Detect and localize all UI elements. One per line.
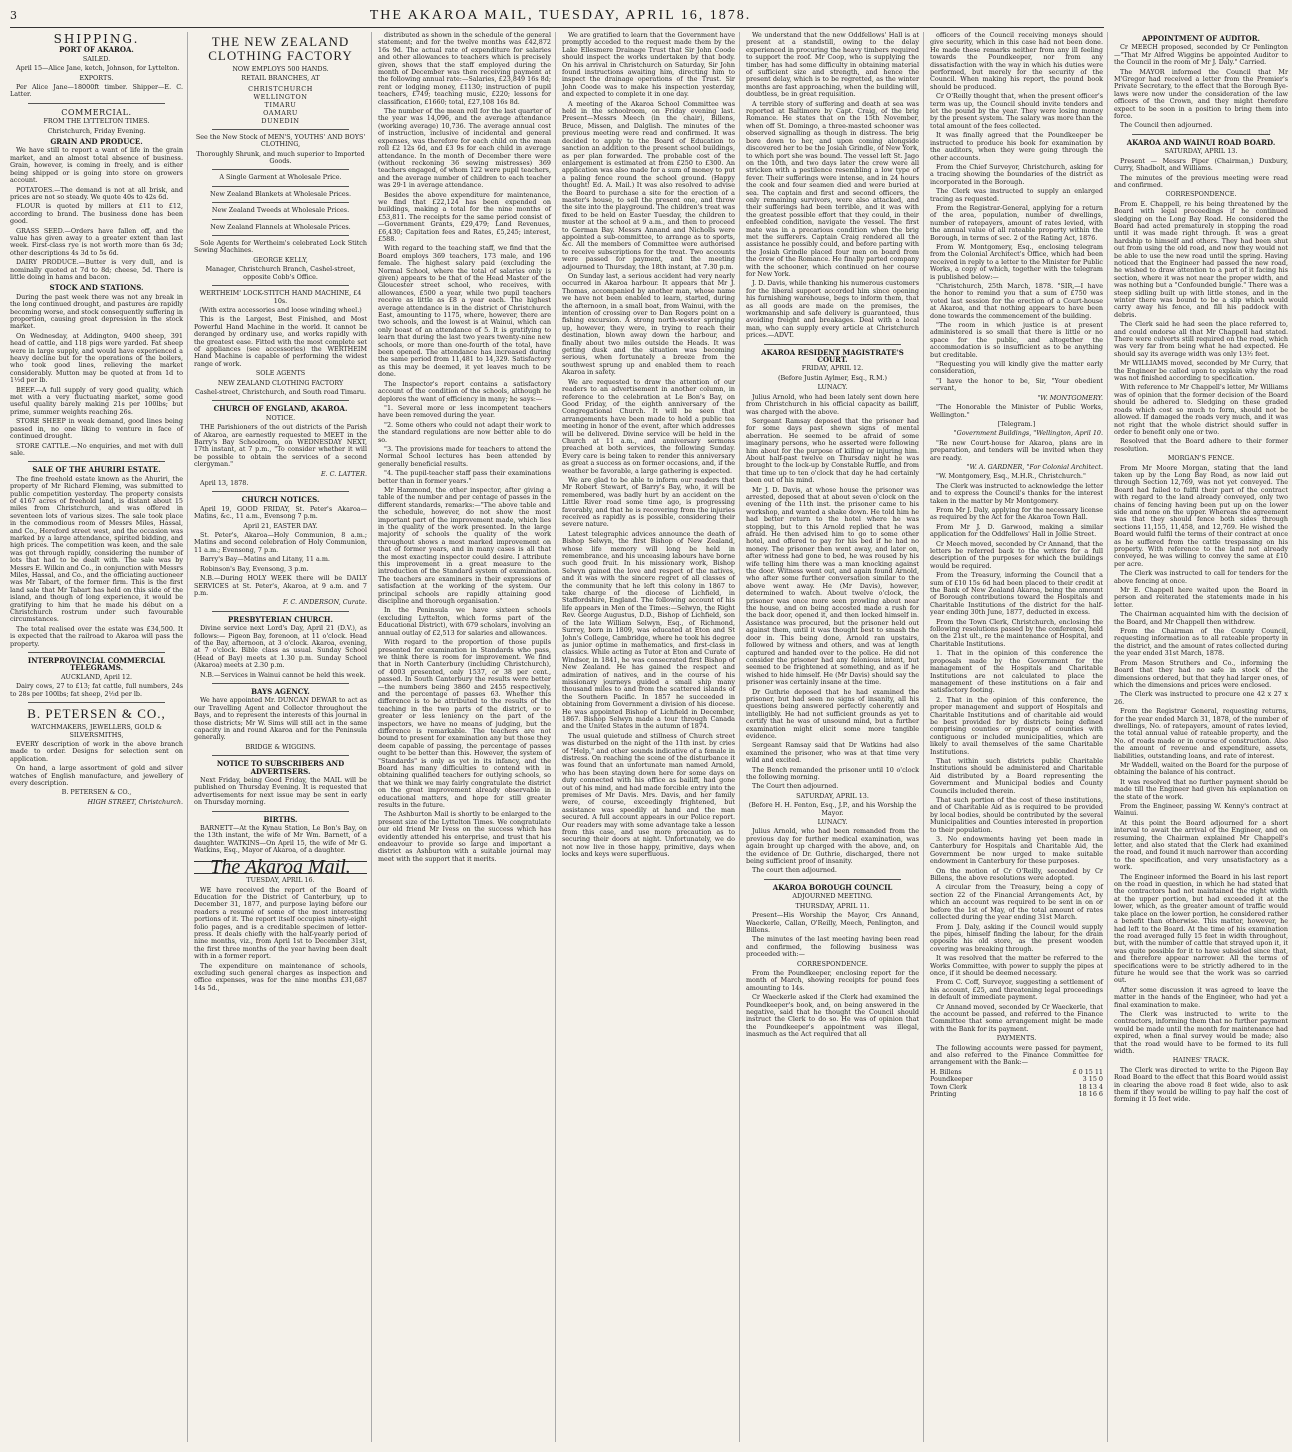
paragraph: From the Treasury, informing the Council that a sum of £10 15s 6d had been placed to their credit at the Bank of New Zealand Akaroa, being the amount of Borough contributions toward the Hospitals and Charitable Institutions of the district for the half-year ending 30th June, 1877, deducted in excess. [930,571,1103,617]
paragraph: EVERY description of work in the above branch made to order. Designs for selection sent on application. [10,739,183,763]
paragraph: April 13, 1878. [200,479,249,488]
paragraph: It was resolved that no further payment should be made till the Engineer had given his explanation on the state of the work. [1114,777,1288,801]
paragraph: Next Friday, being Good Friday, the MAIL will be published on Thursday Evening. It is requested that advertisements for next issue may be sent in early on Thursday morning. [194,776,367,807]
paragraph: Mr J. D. Davis, at whose house the prisoner was arrested, deposed that at about seven o'clock on the evening of the 11th inst. the prisoner came to his workshop, and wanted a shake down. He told him he had better return to the hotel where he was stopping, but to this Arnold replied that he was afraid. He then advised him to go to some other hotel, and offered to pay for his bed if he had no money. The prisoner then went away, and later on, after witness had gone to bed, he was roused by his wife telling him there was a man knocking against the door. Witness went out, and again found Arnold, who after some further conversation similar to the above went away. He (Mr Davis), however, determined to watch. About twelve o'clock, the prisoner was once more seen prowling about near the house, and on being accosted made a rush for the back door, opened it, and then locked himself in. Assistance was procured, but the prisoner held out against them, until it was thought best to smash the door in. This being done, Arnold ran upstairs, followed by witness and others, and was at length captured and handed over to the police. He did not consider the prisoner had any felonious intent, but seemed to be frightened at something, and as if he wished to hide himself. He (Mr Davis) should say the prisoner was certainly insane at the time. [746,485,919,687]
paragraph: With regard to the teaching staff, we find that the Board employs 369 teachers, 173 male, and 196 female. The highest salary paid (excluding the Normal School, where the total of salaries only is given) appears to be that of the Head Master of the Gloucester street school, who receives, with allowances, £500 a year, while two pupil teachers receive as little as £8 a year each. The highest average attendance is in the district of Christchurch East, amounting to 1175, where, however, there are two schools, and the lowest is at Wainui, which can only boast of an attendance of 5. It is gratifying to learn that during the last two years twenty-nine new schools, or more than one-fourth of the total, have been opened. The attendance has increased during the same period from 11,481 to 14,329. Satisfactory as this may be deemed, it yet leaves much to be done. [378,244,551,379]
paragraph: From the Chief Surveyor, Christchurch, asking for a tracing showing the boundaries of the district as incorporated in the Borough. [930,162,1103,186]
paragraph: N.B.—During HOLY WEEK there will be DAILY SERVICES at St. Peter's, Akaroa, at 9 a.m. and 7 p.m. [194,574,367,597]
paragraph: After some discussion it was agreed to leave the matter in the hands of the Engineer, who had yet a final examination to make. [1114,985,1288,1009]
column-4 [562,32,740,1442]
divider [28,652,165,653]
column-1 [10,32,188,1442]
ad-line: Cashel-street, Christchurch, and South road Timaru. [194,387,367,396]
branch-item: DUNEDIN [261,116,300,125]
court-date: FRIDAY, APRIL 12. [801,364,864,373]
signature: "W. A. GARDNER, "For Colonial Architect. [966,462,1103,471]
column-3 [378,32,556,1442]
divider [764,879,901,880]
branch-item: CHRISTCHURCH [248,84,313,93]
paragraph: The fine freehold estate known as the Ahuriri, the property of Mr Richard Fleming, was submitted to public competition yesterday. The property consists of 4167 acres of freehold land, is distant about 15 miles from Christchurch, and was offered in seventeen lots of various sizes. The sale took place in the commodious room of Messrs Miles, Hassal, and Co., Hereford street west, and the occasion was marked by a large attendance, spirited bidding, and high prices. The competition was keen, and the sale was got through rapidly, considering the number of lots that had to be dealt with. The sale was by Messrs E. Wilkin and Co., in conjunction with Messrs Miles, Hassal, and Co., and the officiating auctioneer was Mr Tabart, of the former firm. This is the first land sale that Mr Tabart has held on this side of the island, and though of long experience, it would be gratifying to him that he made his début on a Christchurch rostrum under such favourable circumstances. [10,474,183,624]
divider [212,202,349,203]
paragraph: The court then adjourned. [752,866,837,875]
paragraph: April 21, EASTER DAY. [243,521,318,530]
account-amount: 18 16 6 [1078,1090,1103,1099]
paragraph: J. D. Davis, while thanking his numerous customers for the liberal support accorded him since opening his furnishing warehouse, begs to inform them, that as all goods are made on the premises, the workmanship and safe delivery is guaranteed, thus avoiding freight and breakages. Deal with a local man, who can supply every article at Christchurch prices.—ADVT. [746,279,919,340]
paragraph: Mr Waddell, waited on the Board for the purpose of obtaining the balance of his contract. [1114,760,1288,777]
paragraph: A meeting of the Akaroa School Committee was held in the schoolroom, on Friday evening last. Present—Messrs Meech (in the chair), Billens, Bruce, Missen, and Dalglish. The minutes of the previous meeting were read and confirmed. It was decided to apply to the Board of Education to sanction an addition to the present school buildings, as per plan forwarded. The probable cost of the enlargement is estimated at from £250 to £300. An application was also made for a sum of money to put a paling fence round the school ground. (Happy thought! Ed. A. Mail.) It was also resolved to advise the Board to purchase a site for the erection of a master's house, to sell the present one, and throw the site into the playground. The children's treat was fixed to be held on Easter Tuesday, the children to muster at the school at 9 a.m., and then to proceed to German Bay. Messrs Annand and Nicholls were appointed a sub-committee, to arrange as to sports, &c. All the members of Committee were authorised to receive subscriptions for the treat. Two accounts were passed for payment, and the meeting adjourned to Thursday, the 18th instant, at 7.30 p.m. [562,99,735,271]
paragraph: We understand that the new Oddfellows' Hall is at present at a standstill, owing to the delay experienced in procuring the heavy timbers required to support the roof. Mr Coop, who is supplying the timber, has had some difficulty in obtaining material of sufficient size and strength, and hence the present delay, which is to be regretted, as the winter months are fast approaching, when the building will, doubtless, be in great requisition. [746,31,919,99]
paragraph: With reference to Mr Chappell's letter, Mr Williams was of opinion that the former decision of the Board should be adhered to. Sledging on these graded roads which cost so much to form, should not be allowed. If damaged the roads very much, and it was not right that the whole district should suffer in order to benefit only one or two. [1114,383,1288,436]
road-board-heading: AKAROA AND WAINUI ROAD BOARD. [1126,137,1276,147]
column-6 [930,32,1108,1442]
signature: BRIDGE & WIGGINS. [245,742,316,751]
births-heading: BIRTHS. [263,814,298,824]
paragraph: The number of the mean roll for the last quarter of the year was 14,096, and the average attendance (working average) 10,736. The average annual cost of instruction, inclusive of incidental and general expenses, was therefore for each child on the mean roll £2 12s 6d, and £3 9s for each child in average attendance. In the month of December there were (without reckoning 36 sewing mistresses) 369 teachers engaged, of whom 122 were pupil teachers, and the average number of children to each teacher was 29·1 in average attendance. [378,107,551,190]
petersen-title: B. PETERSEN & CO., [27,706,166,722]
paragraph: "Christchurch, 25th March, 1878. "SIR,—I have the honor to remind you that a sum of £750 was voted last session for the erection of a Court-house at Akaroa, and that nothing appears to have been done towards the commencement of the building. [930,282,1103,320]
sale-heading: SALE OF THE AHURIRI ESTATE. [32,465,161,475]
paragraph: The Ashburton Mail is shortly to be enlarged to the present size of the Lyttelton Times. We congratulate our old friend Mr Ivess on the success which has evidently attended his enterprise, and trust that his endeavour to provide so large and important a district as Ashburton with a suitable journal may meet with the support that it merits. [378,810,551,863]
paragraph: The minutes of the previous meeting were read and confirmed. [1114,173,1288,189]
paragraph: From the Engineer, passing W. Kenny's contract at Wainui. [1114,802,1288,818]
paragraph: The Council then adjourned. [1120,121,1213,130]
paragraph: That within such districts public Charitable Institutions should be administered and Charitable Aid distributed by a Board representing the Government and Municipal bodies and County Councils included therein. [930,756,1103,795]
ad-line: See the New Stock of MEN'S, YOUTHS' AND BOYS' CLOTHING, [195,132,366,149]
petersen-subtitle: WATCHMAKERS, JEWELLERS, GOLD & SILVERSMITHS, [31,723,162,739]
divider [212,186,349,187]
telegram-label: [Telegram.] [997,419,1036,428]
paragraph: In the Peninsula we have sixteen schools (excluding Lyttelton, which forms part of the Educational District), with 679 scholars, involving an annual outlay of £2,513 for salaries and allowances. [378,606,551,637]
signature: E. C. LATTER. [320,469,367,478]
paragraph: From Mr J. D. Garwood, making a similar application for the Oddfellows' Hall in Jollie Street. [930,522,1103,539]
paragraph: From J. Daly, asking if the Council would supply the pipes, himself finding the labour, for the drain opposite his old store, as the present wooden covering was breaking through. [930,922,1103,953]
paragraph: The Clerk was instructed to supply an enlarged tracing as requested. [930,187,1103,203]
paragraph: BEEF.—A full supply of very good quality, which met with a very fluctuating market, some good useful quality barely making 21s per 100lbs; but prime, summer weights reaching 26s. [10,385,183,416]
paragraph: A circular from the Treasury, being a copy of section 22 of the Financial Arrangements Act, by which an account was required to be sent in on or before the 1st of May, of the total amount of rates collected during the year ending 31st March. [930,883,1103,922]
employs-line: NOW EMPLOYS 500 HANDS. [232,65,329,73]
dateline: Christchurch, Friday Evening. [47,126,146,135]
account-name: H. Billens [930,1067,962,1076]
divider [28,461,165,462]
ad-line: NEW ZEALAND CLOTHING FACTORY [217,378,344,387]
masthead-date: TUESDAY, APRIL 16. [246,876,315,885]
paragraph: Julius Arnold, who had been remanded from the previous day for further medical examination, was again brought up charged with the above, and, on the evidence of Dr. Guthrie, discharged, there not being sufficient proof of insanity. [746,827,919,866]
paragraph: On Wednesday, at Addington, 9400 sheep, 391 head of cattle, and 118 pigs were yarded. Fat sheep were in large supply, and would have experienced a heavy decline but for the operations of the boilers, who took good lines, relieving the market considerably. Mutton may be quoted at from 1d to 1½d per lb. [10,331,183,385]
paragraph: The Engineer informed the Board in his last report on the road in question, in which he had stated that the contractors had not maintained the right width at the upper portion, but had exceeded it at the lower, which, as the greater amount of traffic would take place on the lower portion, he considered rather a benefit than otherwise. This matter, however, he had left to the Board. At the time of his examination the road averaged fully 15 feet in width throughout, but, with the number of cattle that strayed upon it, it was quite possible for it to have subsided since that, and therefore appear narrower. All the terms of specifications were to be strictly adhered to in the future he would see that the work was so carried out. [1114,872,1288,985]
divider [212,755,349,756]
paragraph: "The Honorable the Minister of Public Works, Wellington." [930,403,1103,419]
branch-list [194,85,367,125]
account-amount: 18 13 4 [1078,1082,1103,1091]
paragraph: distributed as shown in the schedule of the general statement; and for the twelve months was £42,872 16s 9d. The actual rate of expenditure for salaries and other allowances to teachers which is precisely given, shows that the staff employed during the month of December was then receiving payment at the following annual rate:—Salaries, £23,849 16s 8d; rent or lodging money, £1130; instruction of pupil teachers, £749; teaching music, £220; lessons for classification, £1660; total, £27,108 16s 8d. [378,31,551,106]
sailed-text: April 15—Alice Jane, ketch, Johnson, for Lyttelton. [16,64,180,73]
paragraph: We are requested to draw the attention of our readers to an advertisement in another column, in reference to the celebration at Le Bon's Bay, on Good Friday, of the eighth anniversary of the Congregational Church. It will be seen that arrangements have been made to hold a public tea meeting in honor of the event, after which addresses will be delivered. Divine service will be held in the Church at 11 a.m., and anniversary sermons preached at both services, the following Sunday. Every care is being taken to render this anniversary as great a success as on former occasions, and, if the weather be favorable, a large gathering is expected. [562,377,735,475]
columns [10,31,1288,1442]
church-notices-heading: CHURCH NOTICES. [241,495,320,505]
divider [212,285,349,286]
paragraph: St. Peter's, Akaroa—Holy Communion, 8 a.m.; Matins and second celebration of Holy Communion, 11 a.m.; Evensong, 7 p.m. [194,531,367,554]
paragraph: The Bench remanded the prisoner until 10 o'clock the following morning. [746,765,919,781]
paragraph: From Mr J. Daly, applying for the necessary license as required by the Act for the Akaroa Town Hall. [930,505,1103,522]
newspaper-title: THE AKAROA MAIL, TUESDAY, APRIL 16, 1878. [369,8,752,23]
paragraph: "1. Several more or less incompetent teachers have been removed during the year. [378,403,551,420]
paragraph: A terrible story of suffering and death at sea was reported at Baltimore by Capt. Craig, of the brig Romance. He states that on the 15th November, when off St. Domingo, a three-masted schooner was observed signalling as though in distress. The brig bore down to her, and upon coming alongside discovered her to be the Josiah Grindle, of New York, to which port she was bound. The vessel left St. Jago on the 10th, and two days later the crew were all stricken with a pestilence resembling a low type of fever. Their sufferings were intense, and in 24 hours the cook and four seamen died and were buried at sea. The captain and first and second officers, the only remaining survivors, were also attacked, and their sufferings had been terrible, and it was with the greatest possible effort that they could, in their enfeebled condition, navigate the vessel. The first mate was in a precarious condition when the brig met the sufferers. Captain Craig rendered all the assistance he possibly could, and before parting with the Josiah Grindle placed four men on board from the crew of the Romance. He finally parted company with the schooner, which continued on her course for New York. [746,99,919,278]
table-row [930,1091,1103,1098]
paragraph: "4. The pupil-teacher staff pass their examinations better than in former years." [378,469,551,485]
branch-item: OAMARU [263,108,298,117]
divider [28,103,165,104]
paragraph: The Inspector's report contains a satisfactory account of the condition of the schools, although he deplores the want of efficiency in many; he says:— [378,379,551,403]
paragraph: "Requesting you will kindly give the matter early consideration, [930,360,1103,376]
lunacy-label: LUNACY. [817,383,848,392]
paragraph: 1. That in the opinion of this conference the proposals made by the Government for the management of the Hospitals and Charitable Institutions are not calculated to place the management of these institutions on a fair and satisfactory footing. [930,649,1103,695]
ad-line: New Zealand Blankets at Wholesale Prices. [210,189,351,198]
paragraph: Mr WILLIAMS moved, seconded by Mr Curry, that the Engineer be called upon to explain why the road was not finished according to specification. [1114,359,1288,383]
paragraph: Barry's Bay—Matins and Litany, 11 a.m. [200,555,330,564]
manager-name: GEORGE KELLY, [253,255,308,264]
retail-label: RETAIL BRANCHES, AT [241,74,320,83]
paragraph: WE have received the report of the Board of Education for the District of Canterbury, up to December 31, 1877, and purpose laying before our readers a resumé of some of the most interesting portions of it. The report itself occupies ninety-eight folio pages, and is a creditable specimen of letter-press. It deals chiefly with the half-yearly period of nine months, viz., from April 1st to December 31st, the first three months of the year having been dealt with in a former report. [194,885,367,961]
paragraph: The Clerk was instructed to procure one 42 x 27 x 26. [1114,690,1288,706]
paragraph: Latest telegraphic advices announce the death of Bishop Selwyn, the first Bishop of New Zealand, whose life memory will long be held in remembrance, and his unceasing labours have borne such good fruit. In his missionary work, Bishop Selwyn gained the love and respect of the natives, and it was with the sincere regret of all classes of the community that he left this colony in 1867 to take charge of the diocese of Lichfield, in Staffordshire, England. The following account of his life appears in Men of the Times:—Selwyn, the Right Rev. George Augustus, D.D., Bishop of Lichfield, son of the late William Selwyn, Esq., of Richmond, Surrey, born in 1809, was educated at Eton and St John's College, Cambridge, where he took his degree as junior optime in mathematics, and first-class in classics. While acting as Tutor at Eton and Curate of Windsor, in 1841, he was consecrated first Bishop of New Zealand. He has gained the respect and admiration of natives, and in the course of his missionary journeys guided a small ship many thousand miles to and from the scattered islands of the Southern Pacific. In 1857 he succeeded in obtaining from Government a division of his diocese. He was appointed Bishop of Lichfield in December, 1867. Bishop Selwyn made a tour through Canada and the United States in the autumn of 1874. [562,529,735,731]
paragraph: The usual quietude and stillness of Church street was disturbed on the night of the 11th inst. by cries of "Help," and other sounds indicative of a female in distress. On reaching the scene of the disturbance it was found that an unfortunate man named Arnold, who has been staying down here for some days on duty connected with his office as bailiff, had gone out of his mind, and had made forcible entry into the premises of Mr Davis. Mrs. Davis, and her family were, of course, exceedingly frightened, but assistance was speedily at hand and the man secured. A full account appears in our Police report. Our readers may with some advantage take a lesson from this case, and use more precaution as to securing their doors at night. Unfortunately, we do not now live in those happy, primitive, days when locks and keys were superfluous. [562,731,735,859]
accounts-table [930,1069,1103,1099]
telegram-from: "Government Buildings, "Wellington, April 10. [953,429,1103,438]
paragraph: April 19, GOOD FRIDAY, St. Peter's Akaroa—Matins, &c., 11 a.m., Evensong 7 p.m. [194,504,367,521]
paragraph: Mr Hammond, the other inspector, after giving a table of the number and per centage of passes in the different standards, remarks:—"The above table and the schedule, however, do not show the most important part of the improvement made, which lies in the quality of the work presented. In the large majority of schools the quality of the work throughout shows a most marked improvement on that of former years, and in many cases is all that the most exacting inspector could desire. I attribute this improvement in a great measure to the introduction of the Standard system of examination. The teachers are examiners in their expressions of satisfaction at the working of the system. Our principal schools are rapidly attaining good discipline and thorough organisation." [378,485,551,606]
paragraph: Cr Annand moved, seconded by Cr Waeckerle, that the account be passed, and referred to the Finance Committee that some arrangement might be made with the Bank for its payment. [930,1002,1103,1033]
paragraph: The Clerk was instructed to write to the contractors, informing them that no further payment would be made until the month for maintenance had expired, when a final survey would be made; also that the road would have to be formed to its full width. [1114,1009,1288,1055]
paragraph: We have still to report a want of life in the grain market, and an almost total absence of business. Grain, however, is coming in freely, and is either being shipped or is going into store on growers account. [10,146,183,185]
paragraph: "The room in which justice is at present administered is so small that there is little or no space for the public, and altogether the accommodation is so insufficient as to be anything but creditable. [930,321,1103,359]
paragraph: Divine service next Lord's Day, April 21 (D.V.), as follows:— Pigeon Bay, forenoon, at 11 o'clock. Head of the Bay, afternoon, at 3 o'clock. Akaroa, evening, at 7 o'clock. Bible class as usual. Sunday School (Head of Bay) meets at 1.30 p.m. Sunday School (Akaroa) meets at 2.30 p.m. [194,624,367,670]
paragraph: 2. That in the opinion of this conference, the proper management and support of Hospitals and Charitable Institutions and of charitable aid would be best provided for by districts being defined comprising counties or groups of counties with contiguous or included municipalities, which are likely to avail themselves of the same Charitable Institutions. [930,695,1103,756]
paragraph: Besides the above expenditure for maintenance, we find that £22,124 has been expended on buildings, making a total for the nine months of £53,811. The receipts for the same period consist of—Government Grants, £29,479; Land Revenues, £6,430; Capitation fees and Rates, £5,245; interest, £588. [378,190,551,243]
divider [212,611,349,612]
account-amount: £ 0 15 11 [1072,1067,1103,1076]
board-date: SATURDAY, APRIL 13. [1164,147,1238,156]
ad-line: SOLE AGENTS [255,369,306,378]
paragraph: The MAYOR informed the Council that Mr M'Gregor had received a letter from the Premier's Private Secretary, to the effect that the Borough Bye-laws were now under the consideration of the law officers of the Crown, and they might therefore expect to be soon in a position to bring them into force. [1114,67,1288,121]
telegrams-heading: INTERPROVINCIAL COMMERCIAL TELEGRAMS. [27,656,166,673]
court-heading: AKAROA RESIDENT MAGISTRATE'S COURT. [761,347,904,365]
branch-item: TIMARU [264,100,297,109]
borough-date: THURSDAY, APRIL 11. [795,901,870,910]
divider [212,235,349,236]
paragraph: From the Registrar General, requesting returns, for the year ended March 31, 1878, of the number of dwellings, No. of ratepayers, amount of rates levied, the total annual value of rateable property, and the No. of roads made or in course of construction. Also the amount of revenue and expenditure, assets, liabilities, outstanding loans, and rate of interest. [1114,707,1288,760]
page-number: 3 [10,9,17,22]
paragraph: Mr E. Chappell here waited upon the Board in person and reiterated the statements made in his letter. [1114,586,1288,609]
paragraph: Cr Waeckerle asked if the Clerk had examined the Poundkeeper's book, and, on being answered in the negative, said that he thought the Council should instruct the Clerk to do so. He was of opinion that the Poundkeeper's appointment was illegal, inasmuch as the Act required that all [746,993,919,1039]
account-name: Town Clerk [930,1082,967,1091]
paragraph: From the Chairman of the County Council, requesting information as to all rateable property in the district, and the amount of rates collected during the year ended 31st March, 1878. [1114,627,1288,658]
telegram-date: AUCKLAND, April 12. [60,672,133,681]
shipping-heading: SHIPPING. [53,32,140,46]
paragraph: The expenditure on maintenance of schools, excluding such general charges as inspection and office expenses, was for the nine months £31,687 14s 5d., [194,961,367,992]
paragraph: From Mr Moore Morgan, stating that the land taken up by the Long Bay Road, as now laid out through Section 12,769, was not yet conveyed. The Board had failed to fulfil their part of the contract with regard to the land already conveyed, only two chains of fencing having been put up on the lower side and none on the upper. Whereas the agreement was that they should fence both sides through sections 11,155, 11,458, and 12,769. He wished the Board would fulfil the terms of their contract at once as he suffered from the cattle trespassing on his property. With reference to the land not already conveyed, he was willing to convey the same at £10 per acre. [1114,463,1288,568]
paragraph: During the past week there was not any break in the long continued drought, and pastures are rapidly becoming worse, and stock consequently suffering in proportion, causing great depression in the stock market. [10,292,183,331]
paragraph: The Clerk said he had seen the place referred to, and could endorse all that Mr Chappell had stated. There were culverts still required on the road, which was very far from being what he had expected. He should say its average width was only 13½ feet. [1114,320,1288,358]
branch-item: WELLINGTON [253,92,308,101]
divider [212,129,349,130]
paragraph: N.B.—Services in Wainui cannot be held this week. [200,670,366,679]
paragraph: At this point the Board adjourned for a short interval to await the arrival of the Engineer, and on resuming, the Chairman explained Mr Chappell's letter, and also stated that the Clerk had examined the road, and found it much narrower than according to the specification, and very unsatisfactory as a work. [1114,818,1288,872]
paragraph: "2. Some others who could not adapt their work to the standard regulations are now better able to do so. [378,420,551,444]
paragraph: BARNETT—At the Kynau Station, Le Bon's Bay, on the 13th instant, the wife of Mr Wm. Barnett, of a daughter. WATKINS—On April 15, the wife of Mr G. Watkins, Esq., Mayor of Akaroa, of a daughter. [194,824,367,855]
paragraph: STORE SHEEP in weak demand, good lines being passed in, no one liking to venture in face of continued drought. [10,417,183,441]
ad-line: Thoroughly Shrunk, and much superior to Imported Goods. [196,149,365,166]
paragraph: Cr O'Reilly thought that, when the present officer's term was up, the Council should invite tenders and let the pound by the year. They were losing money by the present system. The salary was more than the total amount of the fees collected. [930,92,1103,130]
column-5 [746,32,924,1442]
petersen-address: HIGH STREET, Christchurch. [87,797,183,806]
court-before: (Before H. H. Fenton, Esq., J.P., and his Worship the Mayor. [748,801,917,817]
ad-line: New Zealand Tweeds at Wholesale Prices. [211,206,350,215]
paragraph: Robinson's Bay, Evensong, 3 p.m. [200,564,309,573]
paragraph: From W. Montgomery, Esq., enclosing telegram from the Colonial Architect's Office, which had been received in reply to a letter to the Minister for Public Works, a copy of which, together with the telegram is published below:— [930,242,1103,281]
borough-subheading: ADJOURNED MEETING. [792,892,873,901]
borough-heading: AKAROA BOROUGH COUNCIL [772,882,893,892]
paragraph: From the Town Clerk, Christchurch, enclosing the following resolutions passed by the conference, held on the 21st ult., re the maintenance of Hospital, and Charitable Institutions. [930,617,1103,648]
divider [212,491,349,492]
masthead [10,8,1104,28]
payments-label: PAYMENTS. [996,1034,1037,1043]
account-name: Poundkeeper [930,1075,973,1084]
court-date: SATURDAY, APRIL 13. [796,791,869,800]
paragraph: The minutes of the last meeting having been read and confirmed, the following business was proceeded with:— [746,935,919,959]
lunacy-label: LUNACY. [817,818,848,827]
divider [28,702,165,703]
paragraph: Cr MEECH proposed, seconded by Cr Penlington—"That Mr Alfred Wiggins be appointed Auditor to the Council in the room of Mr J. Daly." Carried. [1114,43,1288,67]
paragraph: From E. Chappell, re his being threatened by the Board with legal proceedings if he continued sledging on the Long Bay Road. He considered the Board had acted prematurely in stopping the road until it was made right through. It was a great hardship to himself and others. They had been shut out from using the old road, and now they would not be able to use the new road until the spring. Having noticed that the Engineer had passed the new road, he wished to draw attention to a part of it facing his section, where it was not near the proper width, and was nothing but a "Confounded bungle." There was a steep sidling built up with little stones, and in the winter there was bound to be a slip which would carry away his fence, and fill his paddock with debris. [1114,199,1288,319]
paragraph: "W. Montgomery, Esq., M.H.R., Christchurch." [936,472,1086,481]
paragraph: From Mason Struthers and Co., informing the Board that they had no safe in stock of the dimensions ordered, but that they had larger ones, of which the dimensions and prices were enclosed. [1114,658,1288,689]
fence-heading: MORGAN'S FENCE. [1167,454,1235,463]
paragraph: Dairy cows, 27 to £13; fat cattle, full numbers, 24s to 28s per 100lbs; fat sheep, 2½d per lb. [10,682,183,698]
paragraph: 3. No endowments having yet been made in Canterbury for Hospitals and Charitable Aid, the Government be now urged to make suitable endowment in Canterbury for these purposes. [930,835,1103,866]
paragraph: Resolved that the Board adhere to their former resolution. [1114,437,1288,453]
paragraph: Present—His Worship the Mayor, Crs Annand, Waeckerle, Callan, O'Reilly, Meech, Penlington, and Billens. [746,911,919,934]
paragraph: officers of the Council receiving moneys should give security, which in this case had not been done. He made these remarks neither from any ill feeling towards the Poundkeeper, nor from any dissatisfaction with the way in which his duties were performed, but merely for the security of the Council. When making his report, the pound book should be produced. [930,31,1103,91]
petersen-signature: B. PETERSEN & CO., [61,788,132,797]
account-amount: 3 15 0 [1082,1075,1103,1084]
paragraph: POTATOES.—The demand is not at all brisk, and prices are not so steady. We quote 40s to 42s 6d. [10,185,183,201]
ad-line: Sole Agents for Wertheim's celebrated Lock Stitch Sewing Machines. [194,239,367,255]
ad-line: (With extra accessories and loose winding wheel.) [199,305,362,314]
account-name: Printing [930,1090,957,1099]
exports-text: Per Alice Jane—18000ft timber. Shipper—E. C. Latter. [10,83,183,99]
presbyterian-heading: PRESBYTERIAN CHURCH. [228,614,333,624]
paragraph: The Clerk was instructed to call for tenders for the above fencing at once. [1114,569,1288,585]
paragraph: We are gratified to learn that the Government have promptly acceded to the request made them by the Lake Ellesmere Drainage Trust that Sir John Coode should inspect the works undertaken by that body. On his arrival in Christchurch on Saturday, Sir John found instructions awaiting him, directing him to inspect the drainage operations of the Trust. Sir John Coode was to make his inspection yesterday, and expected to complete it in one day. [562,31,735,99]
column-7 [1114,32,1292,1442]
signature: F. C. ANDERSON, Curate. [282,598,367,607]
paragraph: The total realised over the estate was £34,500. It is expected that the railroad to Akaroa will pass the property. [10,624,183,648]
paragraph: "I have the honor to be, Sir, "Your obedient servant, [930,376,1103,393]
divider [212,400,349,401]
paragraph: FLOUR is quoted by millers at £11 to £12, according to brand. The business done has been good. [10,202,183,226]
paragraph: From C. Coff, Surveyor, suggesting a settlement of his account, £25, and threatening legal proceedings in default of immediate payment. [930,978,1103,1002]
paragraph: Present — Messrs Piper (Chairman,) Duxbury, Curry, Shadbolt, and Williams. [1114,156,1288,173]
exports-label: EXPORTS. [79,73,114,82]
paragraph: Cr Meech moved, seconded by Cr Annand, that the letters be referred back to the writers for a full description of the purposes for which the buildings would be required. [930,539,1103,570]
paragraph: Sergeant Ramsay said that Dr Watkins had also examined the prisoner, who was at that time very wild and excited. [746,741,919,765]
paragraph: Dr Guthrie deposed that he had examined the prisoner, but had seen no signs of insanity, all his questions being answered perfectly coherently and intelligibly. He had not sufficient grounds as yet to certify that he was of unsound mind, but a further examination might elicit some more tangible evidence. [746,687,919,740]
divider [212,169,349,170]
divider [764,344,901,345]
notice-heading: NOTICE. [265,413,296,422]
correspondence-label: CORRESPONDENCE. [797,959,868,968]
auditor-heading: APPOINTMENT OF AUDITOR. [1141,34,1260,43]
paragraph: With regard to the proportion of those pupils presented for examination in Standards who pass, we think there is room for improvement. We find that in North Canterbury (including Christchurch), of 4003 presented, only 1537, or 38 per cent., passed. In South Canterbury the results were better—the numbers being 3860 and 2455 respectively, and the percentage of passes 63. Whether this difference is to be attributed to the results of the teaching in the two parts of the district, or to greater or less leniency on the part of the inspectors, we have no means of judging, but the difference is remarkable. The teachers are not bound to present for examination any but those they deem capable of passing, the percentage of passes ought to be better than this. However, the system of "Standards" is only as yet in its infancy, and the Board has many difficulties to contend with in obtaining qualified teachers for outlying schools, so that we think we may fairly congratulate the district on the great improvement already observable in educational matters, and hope for still greater results in the future. [378,638,551,810]
paragraph: We have appointed Mr. DUNCAN DEWAR to act as our Travelling Agent and Collector throughout the Bays, and to represent the interests of this journal in those districts; Mr W. Sims will still act in the same capacity in and round Akaroa and for the Peninsula generally. [194,696,367,742]
paragraph: DAIRY PRODUCE.—Butter is very dull, and is nominally quoted at 7d to 8d; cheese, 5d. There is little doing in hams and bacon. [10,258,183,281]
paragraph: GRASS SEED.—Orders have fallen off, and the value has given away to a greater extent than last week. First-class rye is not worth more than 6s 3d; other descriptions 4s 3d to 5s 6d. [10,226,183,257]
paragraph: We are glad to be able to inform our readers that Mr Robert Stewart, of Barry's Bay, who, it will be remembered, was badly hurt by an accident on the Little River road some time ago, is progressing favorably, and that he is recovering from the injuries received as rapidly as is possible, considering their severe nature. [562,475,735,529]
sailed-label: SAILED. [82,54,111,63]
divider [1132,134,1270,135]
paragraph: The Chairman acquainted him with the decision of the Board, and Mr Chappell then withdrew. [1114,610,1288,626]
haines-heading: HAINES' TRACK. [1172,1056,1230,1065]
source-line: FROM THE LYTTELTON TIMES. [43,117,150,126]
signature: "W. MONTGOMERY. [1037,393,1103,402]
paragraph: From the Poundkeeper, enclosing report for the month of March, showing receipts for pound fees amounting to 14s. [746,968,919,992]
paragraph: On hand, a large assortment of gold and silver watches of English manufacture, and jewellery of every description. [10,764,183,787]
port-heading: PORT OF AKAROA. [59,45,134,55]
ad-line: A Single Garment at Wholesale Price. [219,173,342,182]
divider [212,683,349,684]
paragraph: From the Registrar-General, applying for a return of the area, population, number of dwellings, number of ratepayers, amount of rates levied, with the annual value of all rateable property within the Borough, in terms of sec. 2 of the Rating Act, 1876. [930,203,1103,242]
paragraph: It was resolved that the matter be referred to the Works Committee, with power to supply the pipes at once, if it should be deemed necessary. [930,954,1103,977]
subscribers-heading: NOTICE TO SUBSCRIBERS AND ADVERTISERS. [216,759,345,776]
paragraph: STORE CATTLE.—No enquiries, and met with dull sale. [10,441,183,457]
column-2 [194,32,372,1442]
ad-line: New Zealand Flannels at Wholesale Prices. [210,222,351,231]
paragraph: On the motion of Cr O'Reilly, seconded by Cr Billens, the above resolutions were adopted. [930,866,1103,883]
akaroa-mail-masthead: The Akaroa Mail. [194,861,367,874]
paragraph: The following accounts were passed for payment, and also referred to the Finance Committee for arrangement with the Bank:— [930,1043,1103,1067]
correspondence-label: CORRESPONDENCE. [1165,190,1237,199]
paragraph: That such portion of the cost of these institutions, and of Charitable Aid as is required to be provided by local bodies, should be contributed by the several Municipalities and Counties interested in proportion to their population. [930,796,1103,834]
paragraph: THE Parishioners of the out districts of the Parish of Akaroa, are earnestly requested to MEET in the Barry's Bay Schoolroom, on WEDNESDAY NEXT, 17th instant, at 7 p.m., "To consider whether it will be possible to obtain the services of a second clergyman." [194,423,367,469]
paragraph: The Clerk was instructed to acknowledge the letter and to express the Council's thanks for the interest taken in the matter by Mr Montgomery. [930,481,1103,505]
paragraph: The Clerk was directed to write to the Pigeon Bay Road Board to the effect that this Board would assist in clearing the above road 8 feet wide, also to ask them if they would be willing to pay half the cost of forming it 15 feet wide. [1114,1065,1288,1104]
stock-heading: STOCK AND STATIONS. [49,283,144,293]
paragraph: "3. The provisions made for teachers to attend the Normal School lectures has been attended by generally beneficial results. [378,444,551,468]
court-before: (Before Justin Aylmer, Esq., R.M.) [777,373,888,382]
paragraph: It was finally agreed that the Poundkeeper be instructed to produce his book for examination by the auditors, when they were going through the other accounts. [930,131,1103,162]
church-heading: CHURCH OF ENGLAND, AKAROA. [213,404,348,414]
wertheim-title: WERTHEIM' LOCK-STITCH HAND MACHINE, £4 10s. [199,289,362,305]
grain-heading: GRAIN AND PRODUCE. [50,137,143,147]
paragraph: On Sunday last, a serious accident had very nearly occurred in Akaroa harbour. It appears that Mr J. Thomas, accompanied by another man, whose name we have not been enabled to learn, started, during the afternoon, in a small boat, from Wainui, with the intention of crossing over to Dan Rogers point on a fishing excursion. A strong north-wester springing up, however, they were, in trying to reach their destination, blown away down the harbour, and finally about two miles outside the Heads. It was getting dusk and the situation was becoming serious, when fortunately a breeze from the southwest sprung up and enabled them to reach Akaroa in safety. [562,272,735,377]
paragraph: This is the Largest, Best Finished, and Most Powerful Hand Machine in the world. It cannot be deranged by ordinary use, and works rapidly with the greatest ease. Fitted with the most complete set of appliances (see accessories) the WERTHEIM Hand Machine is capable of performing the widest range of work. [194,315,367,368]
clothing-factory-title: THE NEW ZEALAND CLOTHING FACTORY [208,34,353,63]
divider [212,219,349,220]
paragraph: Sergeant Ramsay deposed that the prisoner had for some days past shewn signs of mental aberration. He seemed to be afraid of some imaginary persons, who he asserted were following him about for the purpose of killing or injuring him. About half-past twelve on Thursday night he was brought to the lock-up by Constable Ruffle, and from that time up to ten o'clock that day he had certainly been out of his mind. [746,416,919,485]
divider [212,811,349,812]
commercial-heading: COMMERCIAL. [61,107,132,117]
bays-agency-heading: BAYS AGENCY. [251,686,310,696]
ad-line: Manager, Christchurch Branch, Cashel-street, opposite Cobb's Office. [205,265,356,281]
paragraph: The Court then adjourned. [752,782,839,791]
paragraph: Julius Arnold, who had been lately sent down here from Christchurch in his official capacity as bailiff, was charged with the above. [746,392,919,416]
paragraph: "Re new Court-house for Akaroa, plans are in preparation, and tenders will be invited when they are ready. [930,438,1103,462]
